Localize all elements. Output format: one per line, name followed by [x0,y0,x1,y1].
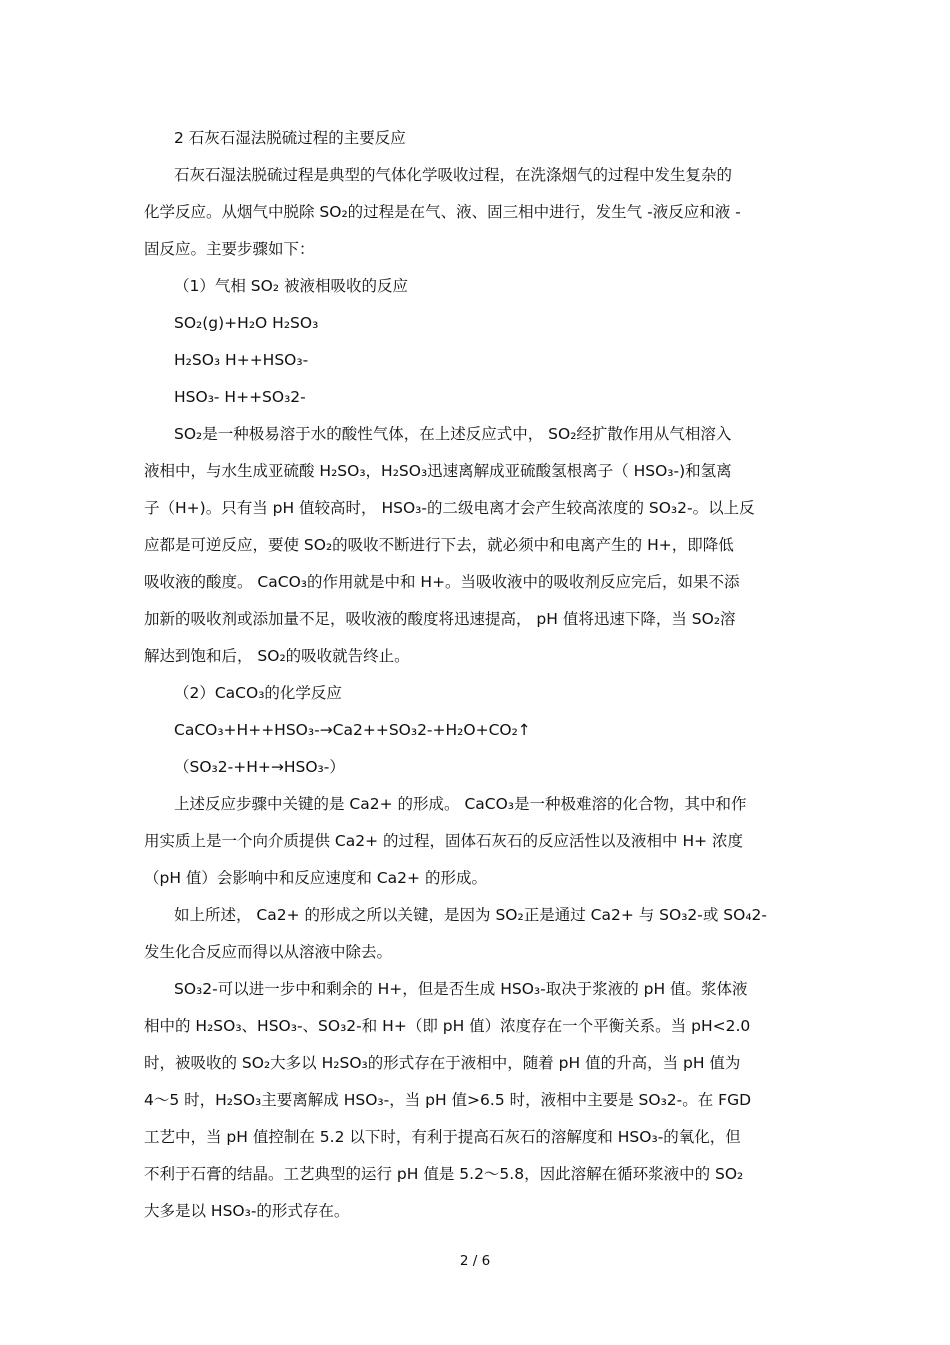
equation: CaCO₃+H++HSO₃-→Ca2++SO₃2-+H₂O+CO₂↑ [174,721,531,739]
text-line: 子（H+)。只有当 pH 值较高时， HSO₃-的二级电离才会产生较高浓度的 SO₃2-。以上反 [144,499,755,517]
text-line: 化学反应。从烟气中脱除 SO₂的过程是在气、液、固三相中进行，发生气 -液反应和液 - [144,203,741,221]
equation: SO₂(g)+H₂O H₂SO₃ [174,314,319,332]
text-line: 液相中，与水生成亚硫酸 H₂SO₃，H₂SO₃迅速离解成亚硫酸氢根离子（ HSO₃-)和氢离 [144,462,732,480]
text-line: 吸收液的酸度。 CaCO₃的作用就是中和 H+。当吸收液中的吸收剂反应完后，如果不添 [144,573,740,591]
text-line: 4～5 时，H₂SO₃主要离解成 HSO₃-，当 pH 值>6.5 时，液相中主要是 SO₃2-。在 FGD [144,1091,752,1109]
text-line: SO₂是一种极易溶于水的酸性气体，在上述反应式中， SO₂经扩散作用从气相溶入 [174,425,732,443]
text-line: 固反应。主要步骤如下： [144,240,315,258]
text-line: 应都是可逆反应，要使 SO₂的吸收不断进行下去，就必须中和电离产生的 H+，即降低 [144,536,734,554]
text-line: 石灰石湿法脱硫过程是典型的气体化学吸收过程，在洗涤烟气的过程中发生复杂的 [174,166,733,184]
equation: HSO₃- H++SO₃2- [174,388,306,406]
equation: H₂SO₃ H++HSO₃- [174,351,309,369]
equation: （SO₃2-+H+→HSO₃-） [174,758,345,776]
text-line: 相中的 H₂SO₃、HSO₃-、SO₃2-和 H+（即 pH 值）浓度存在一个平衡关系。当 pH<2.0 [144,1017,751,1035]
text-line: 解达到饱和后， SO₂的吸收就告终止。 [144,647,410,665]
text-line: 发生化合反应而得以从溶液中除去。 [144,943,393,961]
section-heading: 2 石灰石湿法脱硫过程的主要反应 [174,129,406,147]
body-text [144,125,808,1235]
text-line: SO₃2-可以进一步中和剩余的 H+，但是否生成 HSO₃-取决于浆液的 pH 值。浆体液 [174,980,748,998]
text-line: 用实质上是一个向介质提供 Ca2+ 的过程，固体石灰石的反应活性以及液相中 H+ 浓度 [144,832,744,850]
text-line: （pH 值）会影响中和反应速度和 Ca2+ 的形成。 [144,869,487,887]
subheading: （2）CaCO₃的化学反应 [174,684,342,702]
text-line: 时，被吸收的 SO₂大多以 H₂SO₃的形式存在于液相中，随着 pH 值的升高，当 pH 值为 [144,1054,741,1072]
page-number: 2 / 6 [459,1253,491,1269]
subheading: （1）气相 SO₂ 被液相吸收的反应 [174,277,408,295]
text-line: 大多是以 HSO₃-的形式存在。 [144,1202,350,1220]
text-line: 如上所述， Ca2+ 的形成之所以关键，是因为 SO₂正是通过 Ca2+ 与 SO₃2-或 SO₄2- [174,906,767,924]
text-line: 上述反应步骤中关键的是 Ca2+ 的形成。 CaCO₃是一种极难溶的化合物，其中和作 [174,795,747,813]
text-line: 加新的吸收剂或添加量不足，吸收液的酸度将迅速提高， pH 值将迅速下降，当 SO₂溶 [144,610,736,628]
text-line: 不利于石膏的结晶。工艺典型的运行 pH 值是 5.2～5.8，因此溶解在循环浆液中的 SO₂ [144,1165,744,1183]
text-line: 工艺中，当 pH 值控制在 5.2 以下时，有利于提高石灰石的溶解度和 HSO₃-的氧化，但 [144,1128,741,1146]
